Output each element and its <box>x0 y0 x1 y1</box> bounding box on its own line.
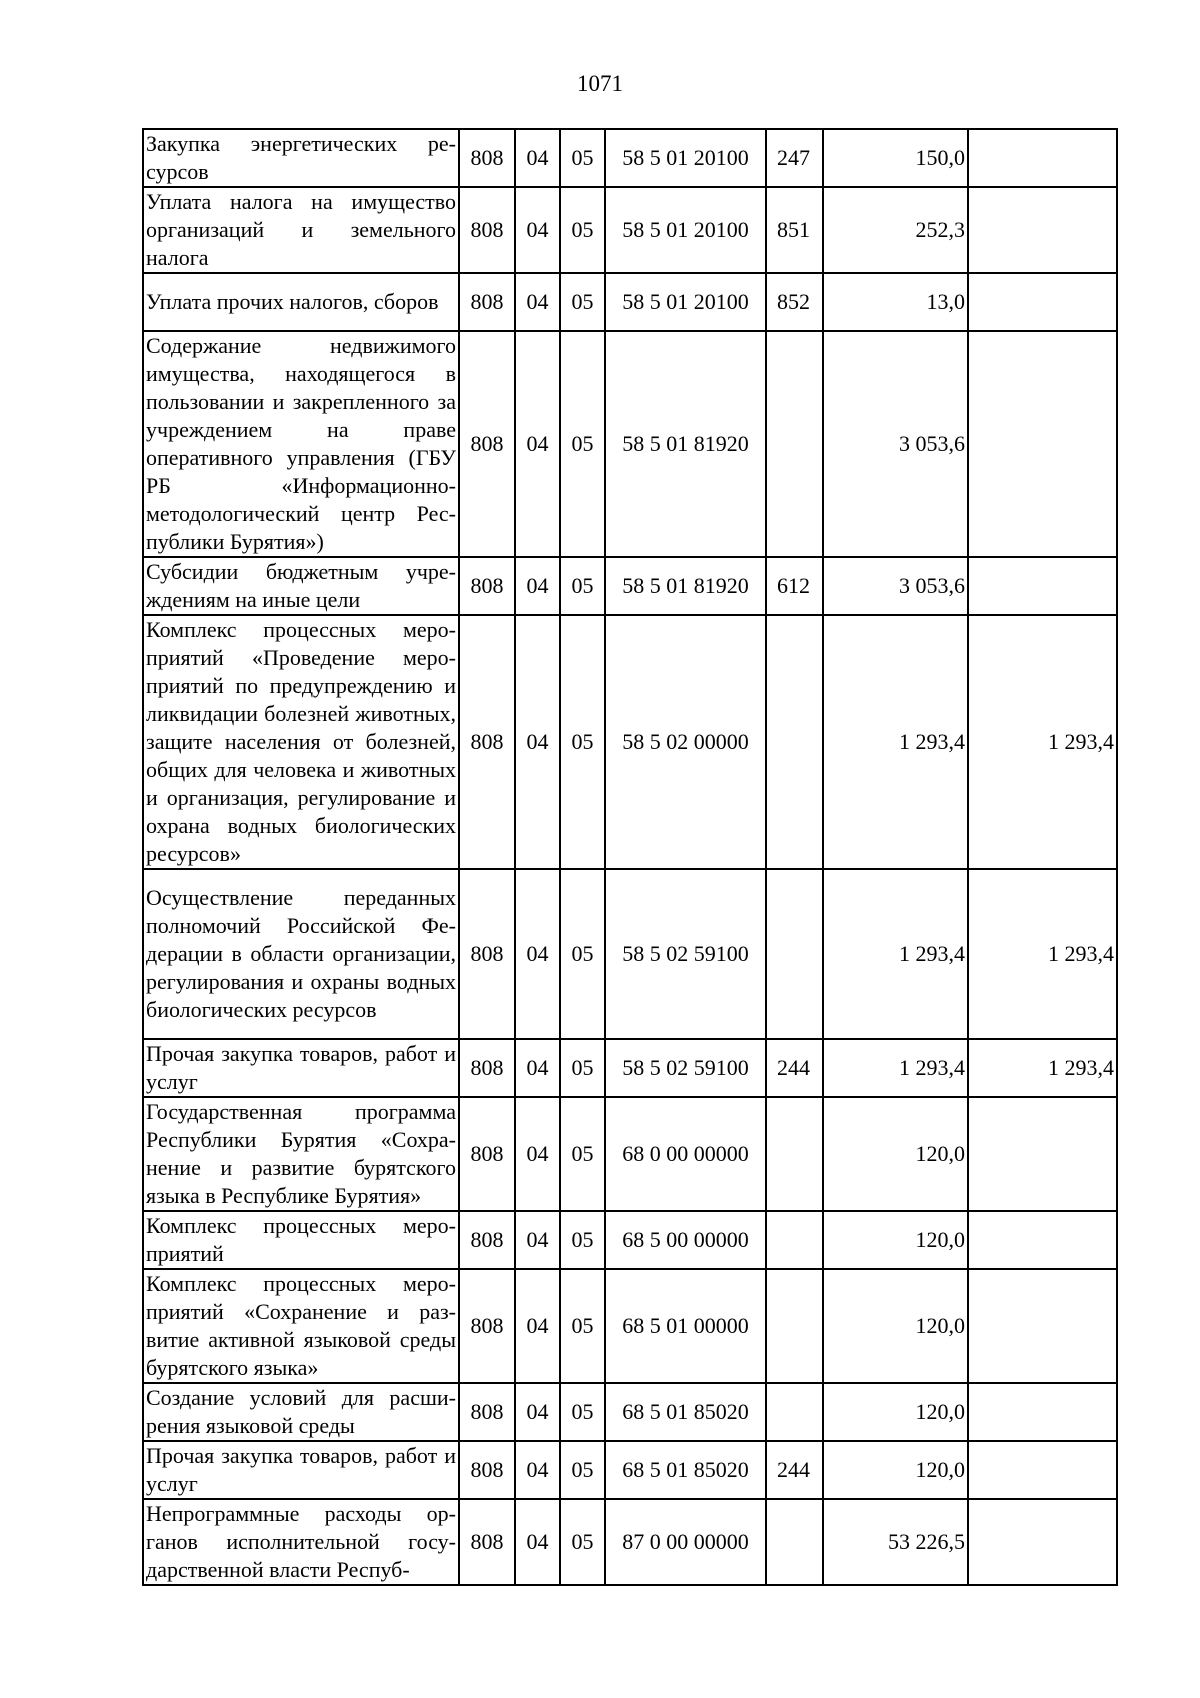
cell-amount: 53 226,5 <box>823 1499 968 1585</box>
cell-section-code: 04 <box>515 331 560 557</box>
cell-expense-type <box>766 1211 823 1269</box>
cell-target-article: 87 0 00 00000 <box>605 1499 766 1585</box>
row-description: Прочая закупка товаров, работ и услуг <box>143 1039 459 1097</box>
row-description: Уплата налога на имущество организаций и земельного налога <box>143 187 459 273</box>
row-description: Комплекс процессных мероприятий <box>143 1211 459 1269</box>
cell-amount-federal <box>968 1211 1117 1269</box>
cell-amount-federal <box>968 557 1117 615</box>
row-description: Создание условий для расширения языковой среды <box>143 1383 459 1441</box>
cell-amount-federal <box>968 129 1117 187</box>
cell-amount-federal: 1 293,4 <box>968 869 1117 1039</box>
cell-amount: 252,3 <box>823 187 968 273</box>
cell-expense-type: 244 <box>766 1039 823 1097</box>
cell-amount-federal <box>968 1441 1117 1499</box>
cell-amount-federal: 1 293,4 <box>968 1039 1117 1097</box>
table-row <box>143 869 1117 1039</box>
cell-subsection-code: 05 <box>560 1383 605 1441</box>
cell-expense-type: 852 <box>766 273 823 331</box>
cell-section-code: 04 <box>515 129 560 187</box>
cell-expense-type: 247 <box>766 129 823 187</box>
cell-section-code: 04 <box>515 187 560 273</box>
cell-target-article: 58 5 02 59100 <box>605 1039 766 1097</box>
cell-target-article: 58 5 02 59100 <box>605 869 766 1039</box>
row-description: Прочая закупка товаров, работ и услуг <box>143 1441 459 1499</box>
cell-section-code: 04 <box>515 615 560 869</box>
row-description: Уплата прочих налогов, сборов <box>143 273 459 331</box>
cell-expense-type <box>766 615 823 869</box>
cell-amount: 120,0 <box>823 1383 968 1441</box>
row-description: Субсидии бюджетным учреждениям на иные цели <box>143 557 459 615</box>
cell-target-article: 68 0 00 00000 <box>605 1097 766 1211</box>
cell-ministry-code: 808 <box>459 129 515 187</box>
cell-subsection-code: 05 <box>560 273 605 331</box>
row-description: Комплекс процессных мероприятий «Проведение мероприятий по предупреждению и ликвидации болезней животных, защите населения от болезней, общих для человека и животных и организация, регулирование и охрана водных биологических ресурсов» <box>143 615 459 869</box>
cell-target-article: 58 5 01 20100 <box>605 187 766 273</box>
cell-amount-federal <box>968 1269 1117 1383</box>
cell-section-code: 04 <box>515 1269 560 1383</box>
cell-amount: 120,0 <box>823 1211 968 1269</box>
cell-target-article: 58 5 01 20100 <box>605 273 766 331</box>
table-row <box>143 1269 1117 1383</box>
table-row <box>143 331 1117 557</box>
cell-section-code: 04 <box>515 869 560 1039</box>
cell-section-code: 04 <box>515 1441 560 1499</box>
budget-table <box>142 128 1118 1586</box>
cell-expense-type <box>766 1383 823 1441</box>
row-description: Осуществление переданных полномочий Российской Федерации в области организации, регулирования и охраны водных биологических ресурсов <box>143 869 459 1039</box>
cell-amount: 120,0 <box>823 1269 968 1383</box>
cell-subsection-code: 05 <box>560 1269 605 1383</box>
table-row <box>143 1211 1117 1269</box>
row-description: Закупка энергетических ресурсов <box>143 129 459 187</box>
cell-ministry-code: 808 <box>459 615 515 869</box>
cell-section-code: 04 <box>515 1097 560 1211</box>
cell-amount-federal: 1 293,4 <box>968 615 1117 869</box>
cell-ministry-code: 808 <box>459 1097 515 1211</box>
cell-subsection-code: 05 <box>560 615 605 869</box>
cell-target-article: 68 5 01 00000 <box>605 1269 766 1383</box>
cell-subsection-code: 05 <box>560 557 605 615</box>
cell-target-article: 58 5 01 81920 <box>605 557 766 615</box>
cell-subsection-code: 05 <box>560 1499 605 1585</box>
table-row <box>143 273 1117 331</box>
cell-amount: 1 293,4 <box>823 615 968 869</box>
table-row <box>143 1383 1117 1441</box>
cell-expense-type <box>766 1499 823 1585</box>
cell-amount-federal <box>968 1383 1117 1441</box>
cell-ministry-code: 808 <box>459 1269 515 1383</box>
cell-section-code: 04 <box>515 1039 560 1097</box>
cell-subsection-code: 05 <box>560 187 605 273</box>
cell-expense-type <box>766 869 823 1039</box>
cell-section-code: 04 <box>515 1211 560 1269</box>
row-description: Содержание недвижимого имущества, находящегося в пользовании и закрепленного за учреждением на праве оперативного управления (ГБУ РБ «Информационно-методологический центр Республики Бурятия») <box>143 331 459 557</box>
cell-ministry-code: 808 <box>459 1441 515 1499</box>
cell-ministry-code: 808 <box>459 1383 515 1441</box>
cell-ministry-code: 808 <box>459 1499 515 1585</box>
cell-ministry-code: 808 <box>459 331 515 557</box>
cell-amount-federal <box>968 1499 1117 1585</box>
cell-subsection-code: 05 <box>560 129 605 187</box>
table-row <box>143 1441 1117 1499</box>
cell-subsection-code: 05 <box>560 331 605 557</box>
table-row <box>143 129 1117 187</box>
cell-ministry-code: 808 <box>459 869 515 1039</box>
cell-section-code: 04 <box>515 1499 560 1585</box>
cell-amount-federal <box>968 273 1117 331</box>
table-row <box>143 557 1117 615</box>
cell-target-article: 68 5 00 00000 <box>605 1211 766 1269</box>
cell-amount: 3 053,6 <box>823 331 968 557</box>
cell-expense-type <box>766 1269 823 1383</box>
cell-amount-federal <box>968 1097 1117 1211</box>
cell-subsection-code: 05 <box>560 1097 605 1211</box>
cell-amount: 120,0 <box>823 1097 968 1211</box>
cell-target-article: 58 5 01 20100 <box>605 129 766 187</box>
cell-subsection-code: 05 <box>560 1441 605 1499</box>
cell-section-code: 04 <box>515 273 560 331</box>
cell-amount-federal <box>968 331 1117 557</box>
cell-ministry-code: 808 <box>459 557 515 615</box>
table-row <box>143 1499 1117 1585</box>
cell-ministry-code: 808 <box>459 1211 515 1269</box>
cell-expense-type: 612 <box>766 557 823 615</box>
cell-expense-type <box>766 331 823 557</box>
cell-expense-type: 851 <box>766 187 823 273</box>
cell-amount: 120,0 <box>823 1441 968 1499</box>
cell-section-code: 04 <box>515 557 560 615</box>
cell-subsection-code: 05 <box>560 1211 605 1269</box>
cell-expense-type <box>766 1097 823 1211</box>
cell-amount: 1 293,4 <box>823 1039 968 1097</box>
cell-ministry-code: 808 <box>459 273 515 331</box>
cell-target-article: 68 5 01 85020 <box>605 1441 766 1499</box>
row-description: Комплекс процессных мероприятий «Сохранение и развитие активной языковой среды бурятского языка» <box>143 1269 459 1383</box>
row-description: Государственная программа Республики Бурятия «Сохранение и развитие бурятского языка в Республике Бурятия» <box>143 1097 459 1211</box>
cell-expense-type: 244 <box>766 1441 823 1499</box>
table-row <box>143 1039 1117 1097</box>
cell-subsection-code: 05 <box>560 1039 605 1097</box>
cell-subsection-code: 05 <box>560 869 605 1039</box>
cell-amount-federal <box>968 187 1117 273</box>
cell-target-article: 58 5 01 81920 <box>605 331 766 557</box>
page-number: 1071 <box>577 71 623 96</box>
cell-amount: 150,0 <box>823 129 968 187</box>
table-row <box>143 1097 1117 1211</box>
cell-amount: 3 053,6 <box>823 557 968 615</box>
table-row <box>143 615 1117 869</box>
cell-ministry-code: 808 <box>459 187 515 273</box>
row-description: Непрограммные расходы органов исполнительной государственной власти Респуб- <box>143 1499 459 1585</box>
cell-target-article: 68 5 01 85020 <box>605 1383 766 1441</box>
cell-amount: 1 293,4 <box>823 869 968 1039</box>
cell-ministry-code: 808 <box>459 1039 515 1097</box>
cell-section-code: 04 <box>515 1383 560 1441</box>
cell-target-article: 58 5 02 00000 <box>605 615 766 869</box>
table-row <box>143 187 1117 273</box>
cell-amount: 13,0 <box>823 273 968 331</box>
